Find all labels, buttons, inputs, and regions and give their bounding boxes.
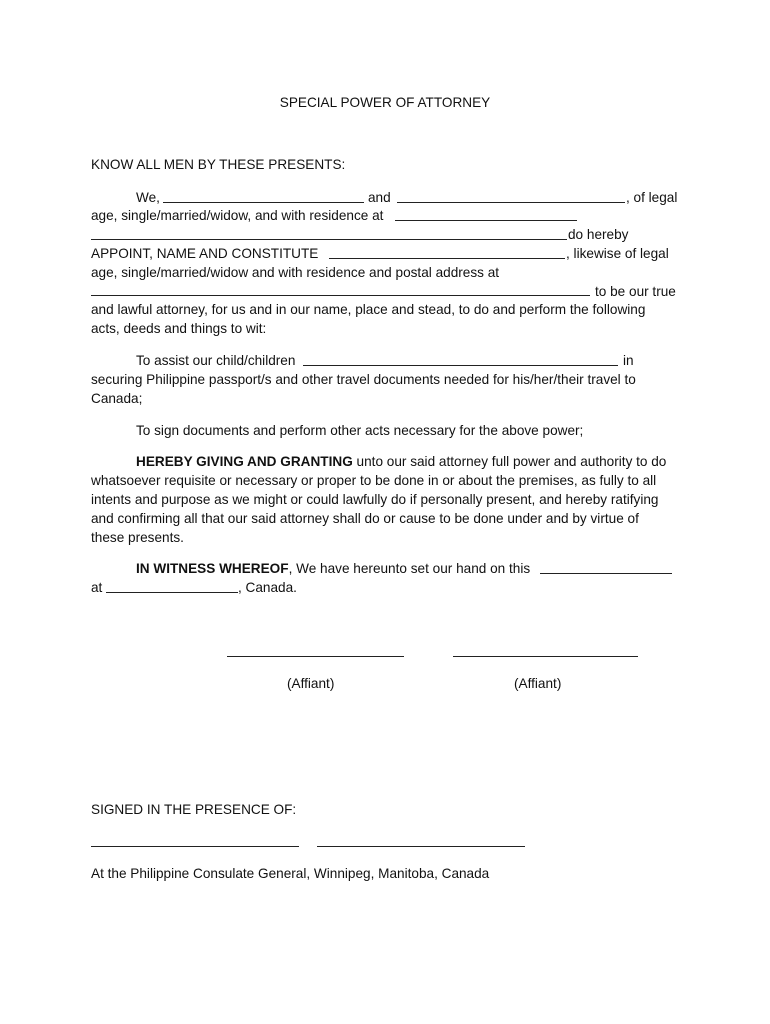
canada-label: , Canada. <box>238 580 297 595</box>
document-title: SPECIAL POWER OF ATTORNEY <box>279 95 491 110</box>
principal-residence-field-2[interactable] <box>91 239 567 240</box>
attorney-address-field[interactable] <box>91 295 590 296</box>
presence-heading: SIGNED IN THE PRESENCE OF: <box>91 802 297 817</box>
appoint-label: APPOINT, NAME AND CONSTITUTE <box>91 246 319 261</box>
and-label: and <box>368 190 391 205</box>
principal-1-name-field[interactable] <box>163 202 364 203</box>
date-field[interactable] <box>540 573 672 574</box>
granting-rest: unto our said attorney full power and authority to do <box>352 454 667 469</box>
child-names-field[interactable] <box>303 365 618 366</box>
sign-documents-line: To sign documents and perform other acts necessary for the above power; <box>136 423 584 438</box>
attorney-residence-line: age, single/married/widow and with residence and postal address at <box>91 265 500 280</box>
we-label: We, <box>136 190 160 205</box>
do-hereby-label: do hereby <box>568 227 629 242</box>
affiant-2-label: (Affiant) <box>514 676 562 691</box>
in-label: in <box>623 353 634 368</box>
witness-bold: IN WITNESS WHEREOF <box>136 561 289 576</box>
granting-bold: HEREBY GIVING AND GRANTING <box>136 454 353 469</box>
affiant-1-label: (Affiant) <box>287 676 335 691</box>
lawful-attorney-line: and lawful attorney, for us and in our name, place and stead, to do and perform the following <box>91 302 646 317</box>
place-field[interactable] <box>106 592 238 593</box>
of-legal-label: , of legal <box>626 190 678 205</box>
attorney-name-field[interactable] <box>329 258 565 259</box>
principal-residence-field-1[interactable] <box>395 220 577 221</box>
consulate-footer: At the Philippine Consulate General, Winnipeg, Manitoba, Canada <box>91 866 490 881</box>
confirming-line: and confirming all that our said attorney shall do or cause to be done under and by virtue of <box>91 511 639 526</box>
principal-2-name-field[interactable] <box>397 202 625 203</box>
affiant-2-signature-line[interactable] <box>453 656 638 657</box>
whatsoever-line: whatsoever requisite or necessary or proper to be done in or about the premises, as fully to all <box>91 473 657 488</box>
assist-label: To assist our child/children <box>136 353 296 368</box>
residence-line: age, single/married/widow, and with residence at <box>91 208 384 223</box>
witness-line <box>136 559 530 578</box>
at-label: at <box>91 580 103 595</box>
witness-2-signature-line[interactable] <box>317 846 525 847</box>
witness-rest: , We have hereunto set our hand on this <box>288 561 531 576</box>
intents-line: intents and purpose as we might or could lawfully do if personally present, and hereby ratifying <box>91 492 659 507</box>
true-attorney-label: to be our true <box>595 284 676 299</box>
likewise-label: , likewise of legal <box>566 246 669 261</box>
these-presents-line: these presents. <box>91 530 184 545</box>
affiant-1-signature-line[interactable] <box>227 656 404 657</box>
acts-deeds-line: acts, deeds and things to wit: <box>91 321 267 336</box>
opening-line: KNOW ALL MEN BY THESE PRESENTS: <box>91 157 346 172</box>
passport-line: securing Philippine passport/s and other travel documents needed for his/her/their travel to <box>91 372 636 387</box>
canada-line: Canada; <box>91 391 143 406</box>
granting-line <box>136 452 666 471</box>
witness-1-signature-line[interactable] <box>91 846 299 847</box>
